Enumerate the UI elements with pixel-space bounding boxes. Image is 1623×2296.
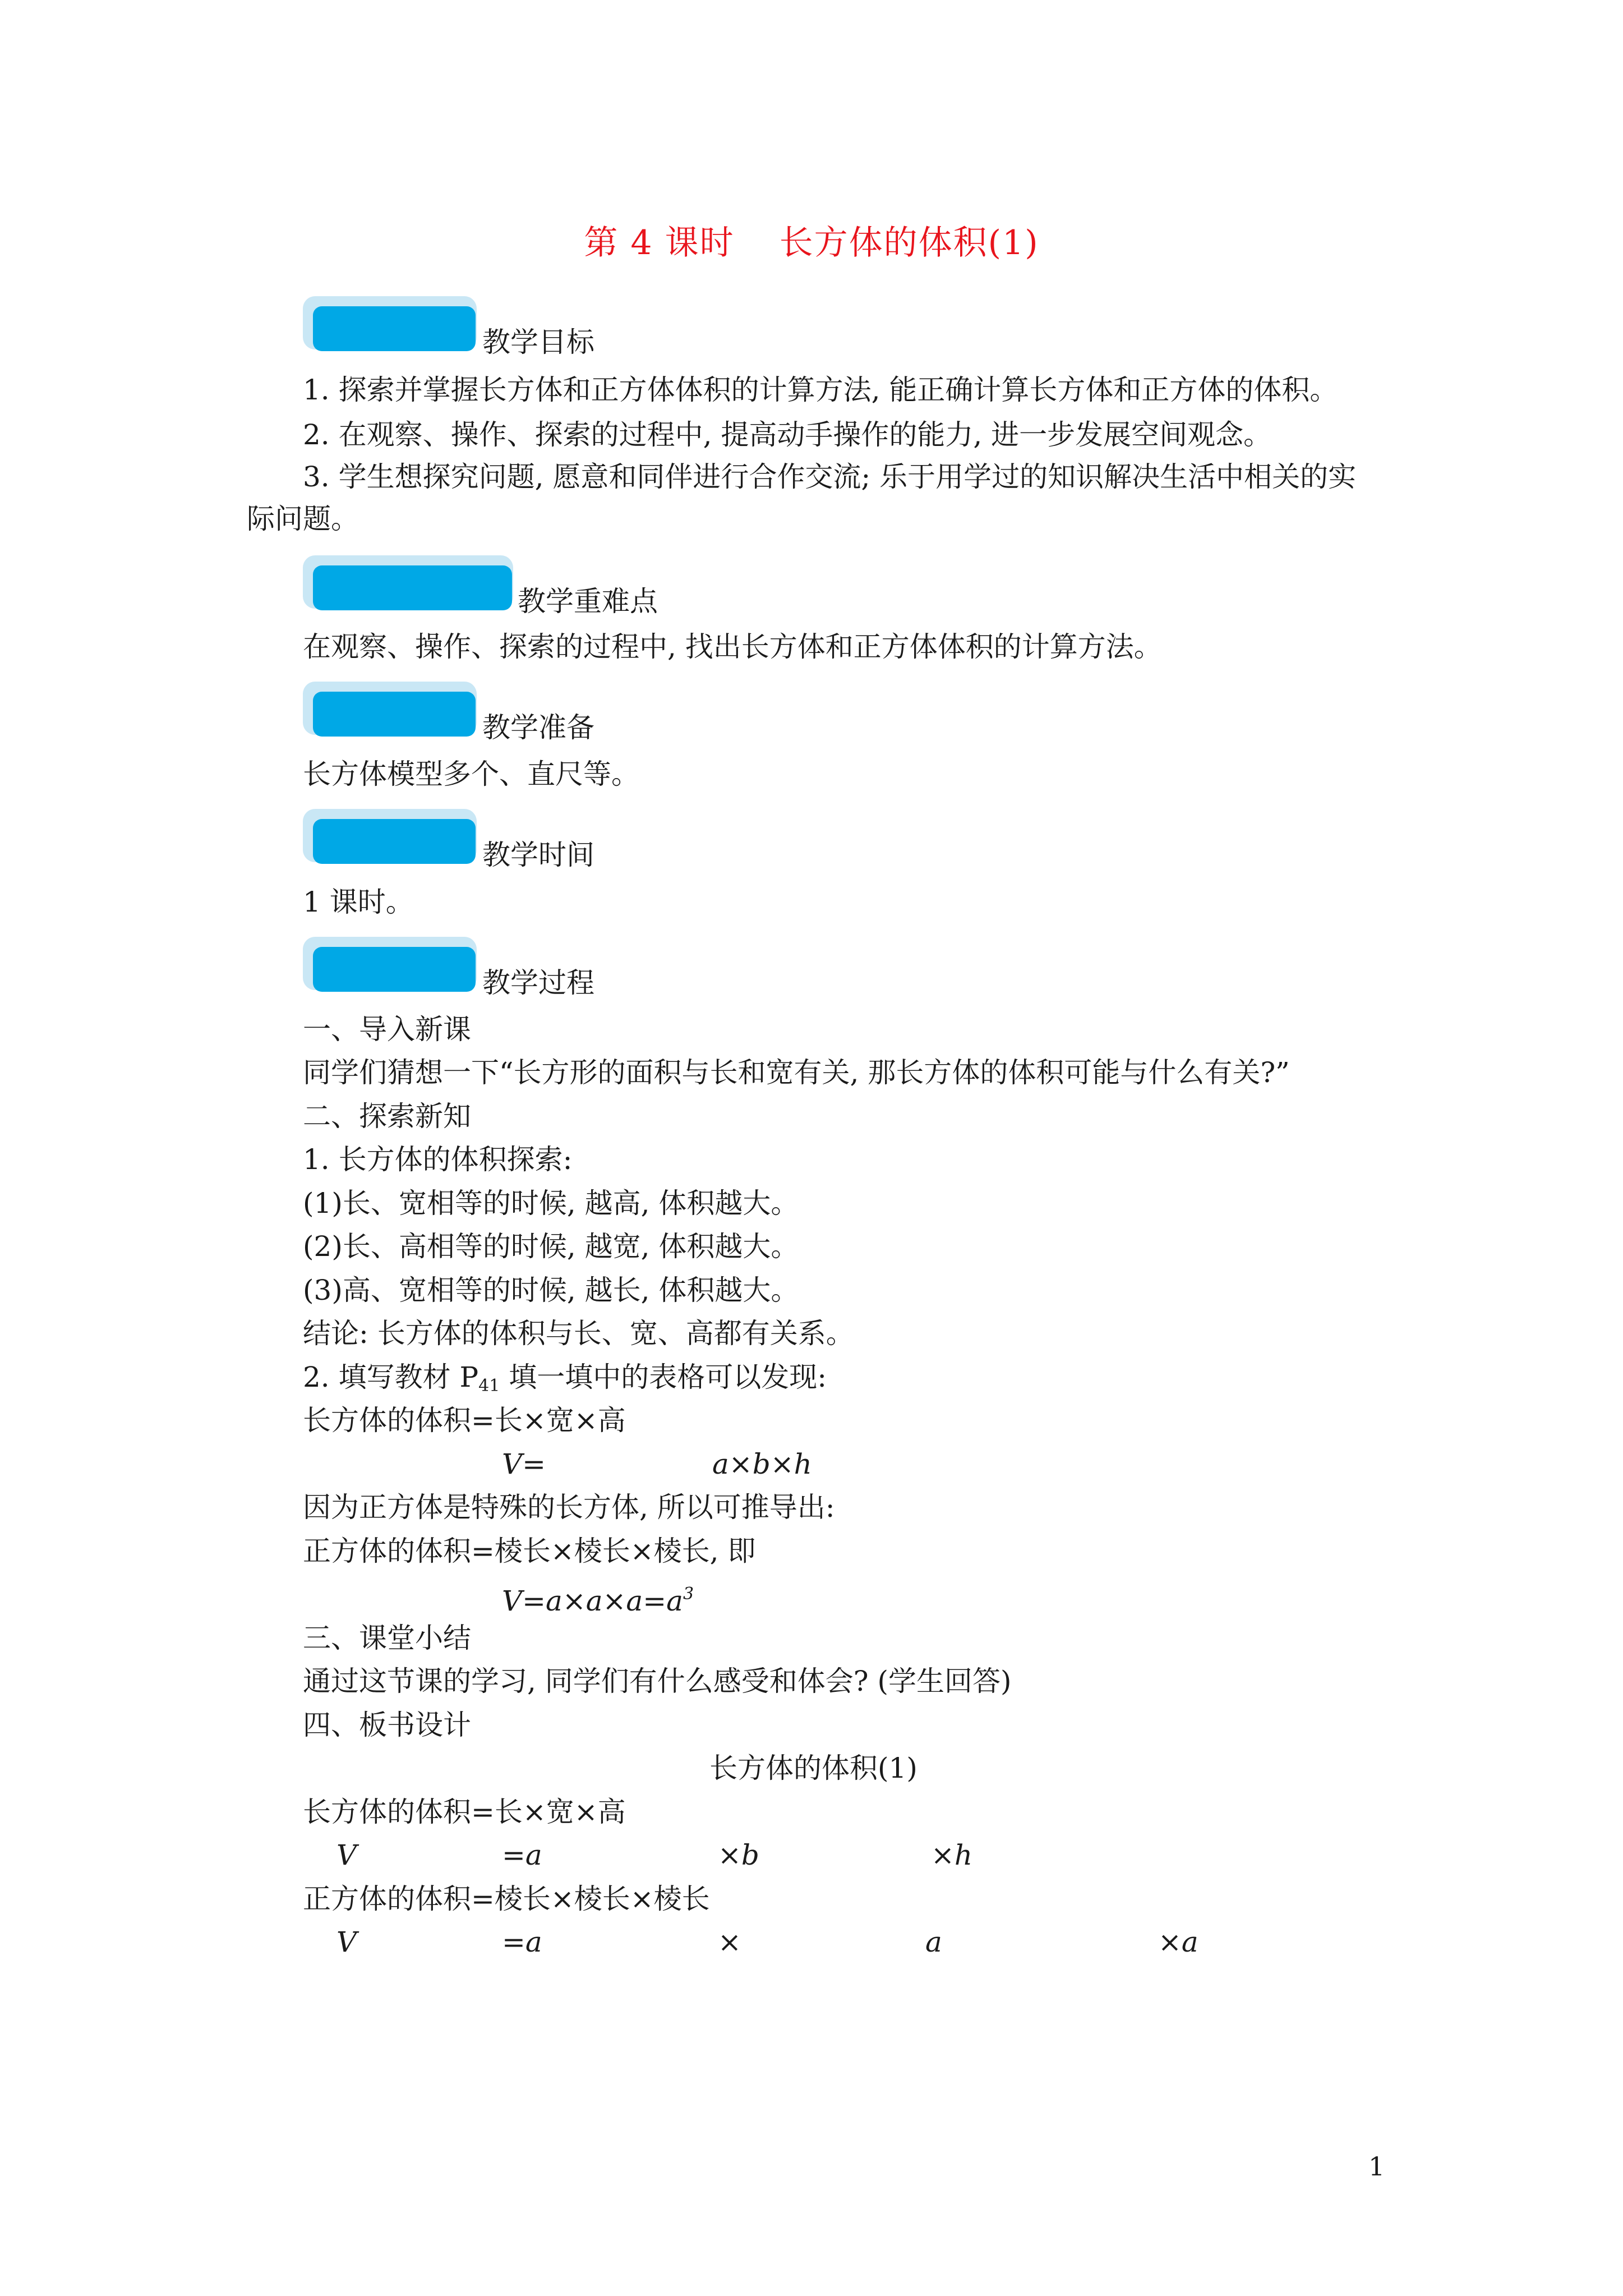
section-label: 教学准备 (482, 711, 594, 744)
lesson-number: 第 4 课时 (584, 223, 735, 263)
page-subscript: 41 (478, 1376, 500, 1396)
section-tab-bar (313, 819, 476, 864)
board-formula-cuboid: 长方体的体积=长×宽×高 (303, 1796, 626, 1828)
section-label: 教学目标 (482, 326, 594, 358)
section-tab-bar (313, 565, 512, 610)
process-heading: 一、导入新课 (303, 1013, 471, 1046)
process-text: 同学们猜想一下“长方形的面积与长和宽有关, 那长方体的体积可能与什么有关?” (303, 1056, 1290, 1089)
formula-variables-abh: a×b×h (712, 1448, 812, 1480)
section-label: 教学时间 (482, 839, 594, 871)
process-text: 1. 长方体的体积探索: (303, 1143, 573, 1176)
section-tab-bar (313, 947, 476, 992)
section-tab-bar (313, 306, 476, 351)
time-text: 1 课时。 (303, 886, 414, 918)
formula-cube: 正方体的体积=棱长×棱长×棱长, 即 (303, 1535, 756, 1567)
formula-variable-v: V= (502, 1448, 546, 1480)
board-symbol: V (336, 1839, 357, 1871)
goal-item: 1. 探索并掌握长方体和正方体体积的计算方法, 能正确计算长方体和正方体的体积。 (303, 374, 1338, 406)
process-case: (1)长、宽相等的时候, 越高, 体积越大。 (303, 1187, 799, 1220)
section-header-preparation (303, 682, 639, 749)
textbook-reference-rest: 填一填中的表格可以发现: (500, 1361, 827, 1393)
formula-cube-symbolic (502, 1575, 694, 1621)
exponent: 3 (683, 1584, 694, 1604)
board-symbol: ×h (931, 1839, 973, 1871)
section-header-goals (303, 296, 639, 364)
page-number: 1 (1368, 2151, 1385, 2182)
board-symbol: ×a (1158, 1926, 1198, 1958)
key-points-text: 在观察、操作、探索的过程中, 找出长方体和正方体体积的计算方法。 (303, 631, 1162, 663)
section-label: 教学重难点 (518, 585, 658, 618)
section-header-time (303, 809, 639, 876)
process-text (303, 1358, 827, 1406)
lesson-topic: 长方体的体积(1) (779, 223, 1039, 263)
board-symbol: V (336, 1926, 357, 1958)
formula-cube-expression: V=a×a×a=a (502, 1585, 683, 1617)
board-symbol: × (718, 1926, 741, 1958)
textbook-reference: 2. 填写教材 P (303, 1361, 479, 1393)
section-tab-bar (313, 692, 476, 737)
board-symbol: =a (502, 1926, 542, 1958)
section-header-process (303, 937, 639, 1004)
process-case: (2)长、高相等的时候, 越宽, 体积越大。 (303, 1230, 799, 1263)
process-heading: 四、板书设计 (303, 1709, 471, 1741)
process-case: (3)高、宽相等的时候, 越长, 体积越大。 (303, 1274, 799, 1306)
section-header-key-points (303, 555, 695, 623)
board-symbol: =a (502, 1839, 542, 1871)
board-title: 长方体的体积(1) (709, 1752, 917, 1784)
process-heading: 三、课堂小结 (303, 1622, 471, 1654)
preparation-text: 长方体模型多个、直尺等。 (303, 758, 639, 790)
formula-cuboid: 长方体的体积=长×宽×高 (303, 1404, 626, 1437)
goal-item: 2. 在观察、操作、探索的过程中, 提高动手操作的能力, 进一步发展空间观念。 (303, 418, 1272, 451)
goal-item-continuation: 际问题。 (247, 503, 359, 535)
board-symbol: a (925, 1926, 942, 1958)
process-conclusion: 结论: 长方体的体积与长、宽、高都有关系。 (303, 1317, 854, 1350)
section-label: 教学过程 (482, 967, 594, 999)
board-symbol: ×b (718, 1839, 759, 1871)
lesson-title (0, 216, 1623, 264)
process-text: 通过这节课的学习, 同学们有什么感受和体会? (学生回答) (303, 1665, 1012, 1697)
process-heading: 二、探索新知 (303, 1100, 471, 1133)
process-text: 因为正方体是特殊的长方体, 所以可推导出: (303, 1491, 835, 1524)
goal-item: 3. 学生想探究问题, 愿意和同伴进行合作交流; 乐于用学过的知识解决生活中相关的实 (303, 461, 1357, 493)
board-formula-cube: 正方体的体积=棱长×棱长×棱长 (303, 1883, 710, 1915)
